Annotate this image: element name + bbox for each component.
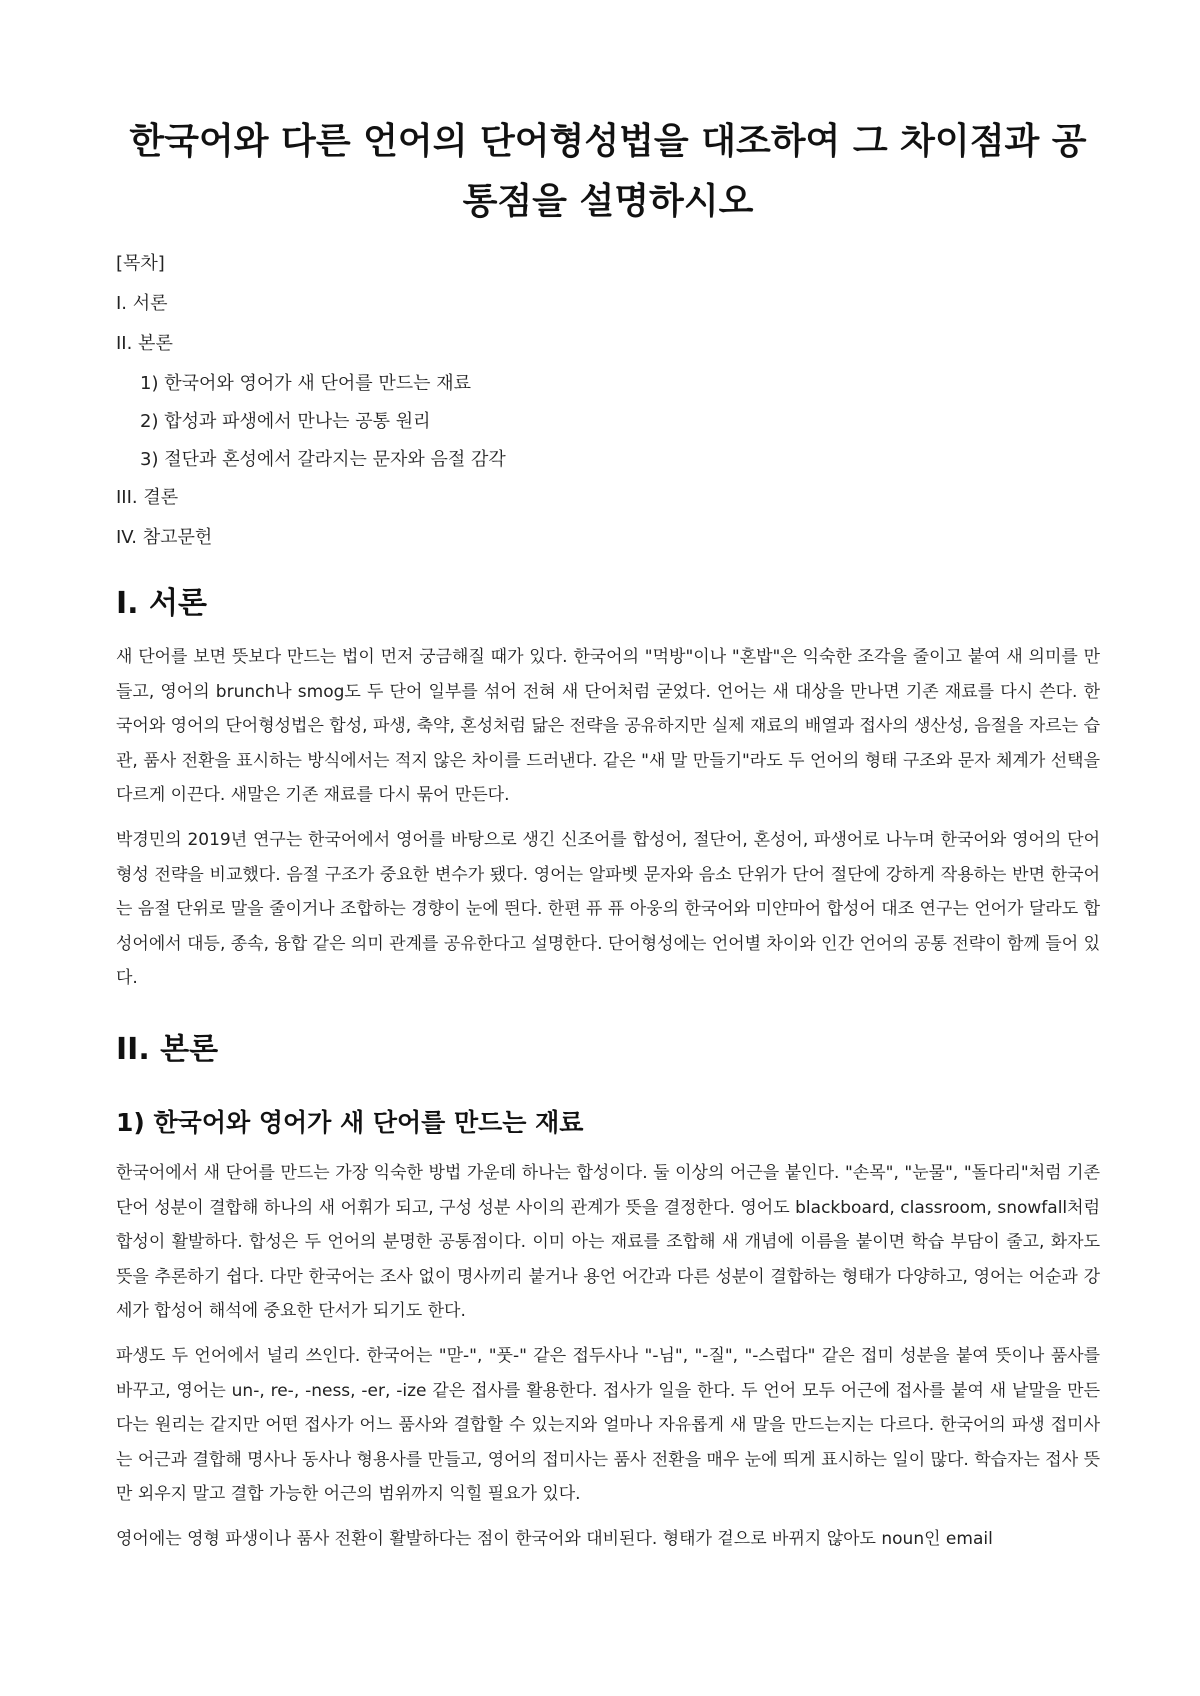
toc-item-body-3: 3) 절단과 혼성에서 갈라지는 문자와 음절 감각 bbox=[140, 449, 506, 470]
table-of-contents bbox=[116, 252, 1100, 550]
intro-paragraph: 새 단어를 보면 뜻보다 만드는 법이 먼저 궁금해질 때가 있다. 한국어의 "먹방"이나 "혼밥"은 익숙한 조각을 줄이고 붙여 새 의미를 만들고, 영어의 brunch나 smog도 두 단어 일부를 섞어 전혀 새 단어처럼 굳었다. 언어는 새 대상을 만나면 기존 재료를 다시 쓴다. 한국어와 영어의 단어형성법은 합성, 파생, 축약, 혼성처럼 닮은 전략을 공유하지만 실제 재료의 배열과 접사의 생산성, 음절을 자르는 습관, 품사 전환을 표시하는 방식에서는 적지 않은 차이를 드러낸다. 같은 "새 말 만들기"라도 두 언어의 형태 구조와 문자 체계가 선택을 다르게 이끈다. 새말은 기존 재료를 다시 묶어 만든다. bbox=[116, 647, 1100, 806]
section-heading-body: II. 본론 bbox=[116, 1031, 219, 1067]
intro-paragraph: 박경민의 2019년 연구는 한국어에서 영어를 바탕으로 생긴 신조어를 합성어, 절단어, 혼성어, 파생어로 나누며 한국어와 영어의 단어형성 전략을 비교했다. 음절 구조가 중요한 변수가 됐다. 영어는 알파벳 문자와 음소 단위가 단어 절단에 강하게 작용하는 반면 한국어는 음절 단위로 말을 줄이거나 조합하는 경향이 눈에 띈다. 한편 퓨 퓨 아웅의 한국어와 미얀마어 합성어 대조 연구는 언어가 달라도 합성어에서 대등, 종속, 융합 같은 의미 관계를 공유한다고 설명한다. 단어형성에는 언어별 차이와 인간 언어의 공통 전략이 함께 들어 있다. bbox=[116, 829, 1100, 989]
section-heading-intro: I. 서론 bbox=[116, 586, 207, 621]
toc-item-body: II. 본론 bbox=[116, 333, 173, 354]
toc-heading: [목차] bbox=[116, 253, 165, 274]
document-title: 한국어와 다른 언어의 단어형성법을 대조하여 그 차이점과 공통점을 설명하시오 bbox=[129, 121, 1087, 222]
toc-item-body-2: 2) 합성과 파생에서 만나는 공통 원리 bbox=[140, 411, 431, 432]
body-paragraph: 영어에는 영형 파생이나 품사 전환이 활발하다는 점이 한국어와 대비된다. 형태가 겉으로 바뀌지 않아도 noun인 email bbox=[116, 1528, 993, 1549]
body-paragraph: 파생도 두 언어에서 널리 쓰인다. 한국어는 "맏-", "풋-" 같은 접두사나 "-님", "-질", "-스럽다" 같은 접미 성분을 붙여 뜻이나 품사를 바꾸고, 영어는 un-, re-, -ness, -er, -ize 같은 접사를 활용한다. 접사가 일을 한다. 두 언어 모두 어근에 접사를 붙여 새 낱말을 만든다는 원리는 같지만 어떤 접사가 어느 품사와 결합할 수 있는지와 얼마나 자유롭게 새 말을 만드는지는 다르다. 한국어의 파생 접미사는 어근과 결합해 명사나 동사나 형용사를 만들고, 영어의 접미사는 품사 전환을 매우 눈에 띄게 표시하는 일이 많다. 학습자는 접사 뜻만 외우지 말고 결합 가능한 어근의 범위까지 익힐 필요가 있다. bbox=[116, 1345, 1100, 1505]
body-paragraph: 한국어에서 새 단어를 만드는 가장 익숙한 방법 가운데 하나는 합성이다. 둘 이상의 어근을 붙인다. "손목", "눈물", "돌다리"처럼 기존 단어 성분이 결합해 하나의 새 어휘가 되고, 구성 성분 사이의 관계가 뜻을 결정한다. 영어도 blackboard, classroom, snowfall처럼 합성이 활발하다. 합성은 두 언어의 분명한 공통점이다. 이미 아는 재료를 조합해 새 개념에 이름을 붙이면 학습 부담이 줄고, 화자도 뜻을 추론하기 쉽다. 다만 한국어는 조사 없이 명사끼리 붙거나 용언 어간과 다른 성분이 결합하는 형태가 다양하고, 영어는 어순과 강세가 합성어 해석에 중요한 단서가 되기도 한다. bbox=[116, 1162, 1100, 1322]
toc-item-body-1: 1) 한국어와 영어가 새 단어를 만드는 재료 bbox=[140, 373, 472, 394]
toc-item-references: IV. 참고문헌 bbox=[116, 527, 213, 548]
subsection-heading-materials: 1) 한국어와 영어가 새 단어를 만드는 재료 bbox=[116, 1107, 584, 1137]
toc-item-conclusion: III. 결론 bbox=[116, 487, 179, 508]
toc-item-intro: I. 서론 bbox=[116, 293, 168, 314]
